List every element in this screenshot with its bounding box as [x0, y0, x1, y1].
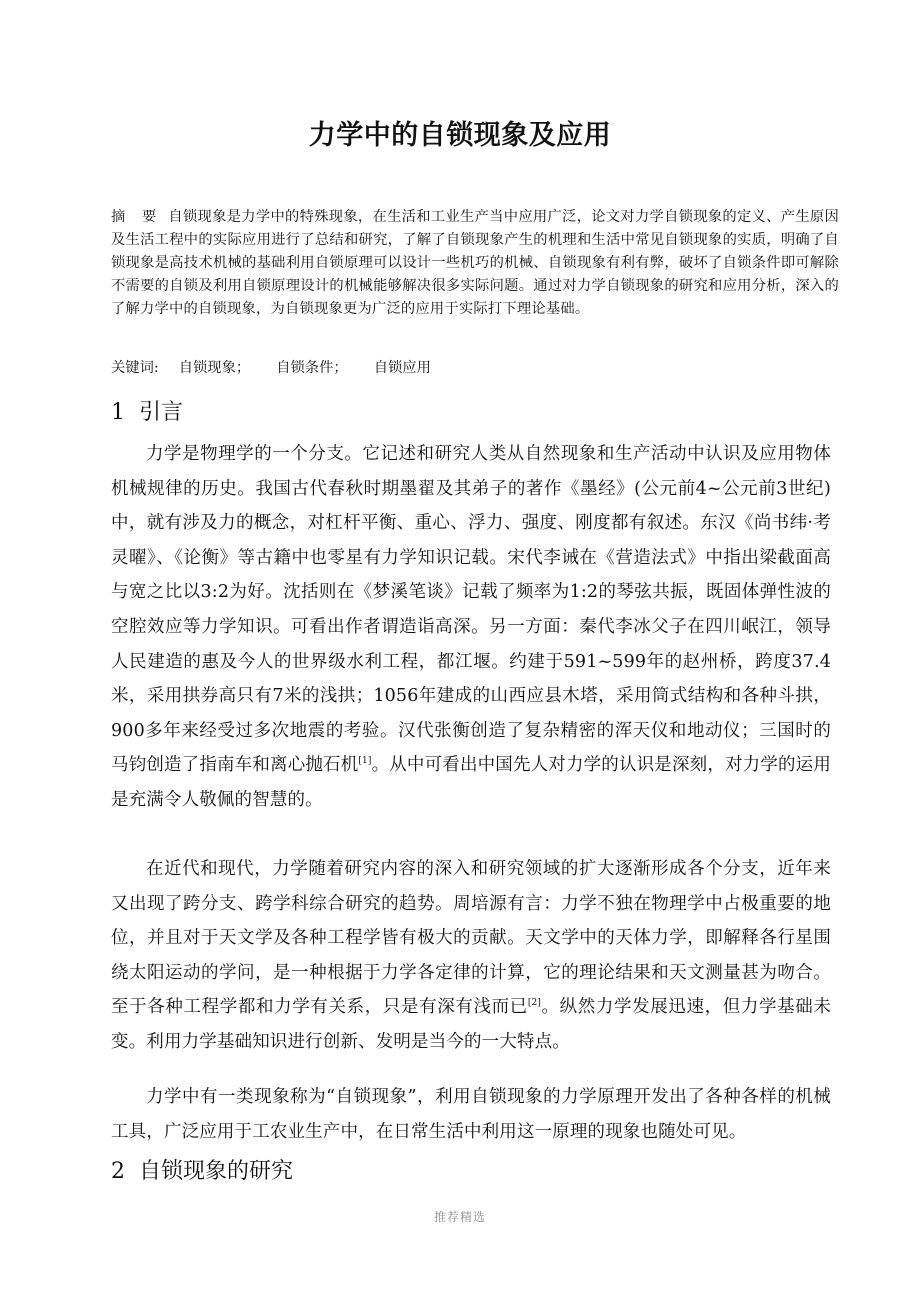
- abstract: [111, 206, 839, 321]
- section-number: 1: [111, 400, 125, 425]
- body-paragraph: [111, 1080, 831, 1149]
- abstract-text: 自锁现象是力学中的特殊现象，在生活和工业生产当中应用广泛，论文对力学自锁现象的定义、产生原因及生活工程中的实际应用进行了总结和研究，了解了自锁现象产生的机理和生活中常见自锁现象的实质，明确了自锁现象是高技术机械的基础利用自锁原理可以设计一些机巧的机械、自锁现象有利有弊，破坏了自锁条件即可解除不需要的自锁及利用自锁原理设计的机械能够解决很多实际问题。通过对力学自锁现象的研究和应用分析，深入的了解力学中的自锁现象，为自锁现象更为广泛的应用于实际打下理论基础。: [111, 209, 839, 317]
- abstract-label: 摘 要: [111, 209, 163, 225]
- paragraph-text: 力学是物理学的一个分支。它记述和研究人类从自然现象和生产活动中认识及应用物体机械规律的历史。我国古代春秋时期墨翟及其弟子的著作《墨经》(公元前4~公元前3世纪)中，就有涉及力的概念，对杠杆平衡、重心、浮力、强度、刚度都有叙述。东汉《尚书纬·考灵曜》、《论衡》等古籍中也零星有力学知识记载。宋代李诫在《营造法式》中指出梁截面高与宽之比以3:2为好。沈括则在《梦溪笔谈》记载了频率为1:2的琴弦共振，既固体弹性波的空腔效应等力学知识。可看出作者谓造诣高深。另一方面：秦代李冰父子在四川岷江，领导人民建造的惠及今人的世界级水利工程，都江堰。约建于591~599年的赵州桥，跨度37.4米，采用拱券高只有7米的浅拱；1056年建成的山西应县木塔，采用筒式结构和各种斗拱，900多年来经受过多次地震的考验。汉代张衡创造了复杂精密的浑天仪和地动仪；三国时的马钧创造了指南车和离心抛石机: [111, 444, 831, 776]
- section-heading-self-locking-research: [111, 1157, 293, 1187]
- paragraph-text: 力学中有一类现象称为“自锁现象”，利用自锁现象的力学原理开发出了各种各样的机械工具，广泛应用于工农业生产中，在日常生活中利用这一原理的现象也随处可见。: [111, 1087, 831, 1142]
- paragraph-text: 在近代和现代，力学随着研究内容的深入和研究领域的扩大逐渐形成各个分支，近年来又出现了跨分支、跨学科综合研究的趋势。周培源有言：力学不独在物理学中占极重要的地位，并且对于天文学及各种工程学皆有极大的贡献。天文学中的天体力学，即解释各行星围绕太阳运动的学问，是一种根据于力学各定律的计算，它的理论结果和天文测量甚为吻合。至于各种工程学都和力学有关系，只是有深有浅而已: [111, 859, 831, 1018]
- body-paragraph: [111, 852, 831, 1060]
- keyword-item: 自锁条件；: [276, 360, 348, 376]
- keyword-item: 自锁现象；: [178, 360, 251, 376]
- section-title: 自锁现象的研究: [139, 1159, 294, 1184]
- section-number: 2: [111, 1159, 125, 1184]
- section-title: 引言: [139, 400, 184, 425]
- keywords-line: [111, 357, 839, 380]
- section-heading-introduction: [111, 398, 183, 428]
- keywords-label: 关键词:: [111, 360, 159, 376]
- paragraph-text: 。从中可看出中国先人对力学的认识是深刻，对力学的运用是充满令人敬佩的智慧的。: [111, 755, 831, 810]
- page-footer: 推荐精选: [433, 1210, 486, 1224]
- citation-ref: [2]: [527, 998, 542, 1009]
- body-paragraph: [111, 437, 831, 818]
- paragraph-text: 。纵然力学发展迅速，但力学基础未变。利用力学基础知识进行创新、发明是当今的一大特点。: [111, 997, 831, 1052]
- keyword-item: 自锁应用: [373, 360, 431, 376]
- citation-ref: [1]: [358, 756, 372, 767]
- paper-title: 力学中的自锁现象及应用: [308, 120, 612, 151]
